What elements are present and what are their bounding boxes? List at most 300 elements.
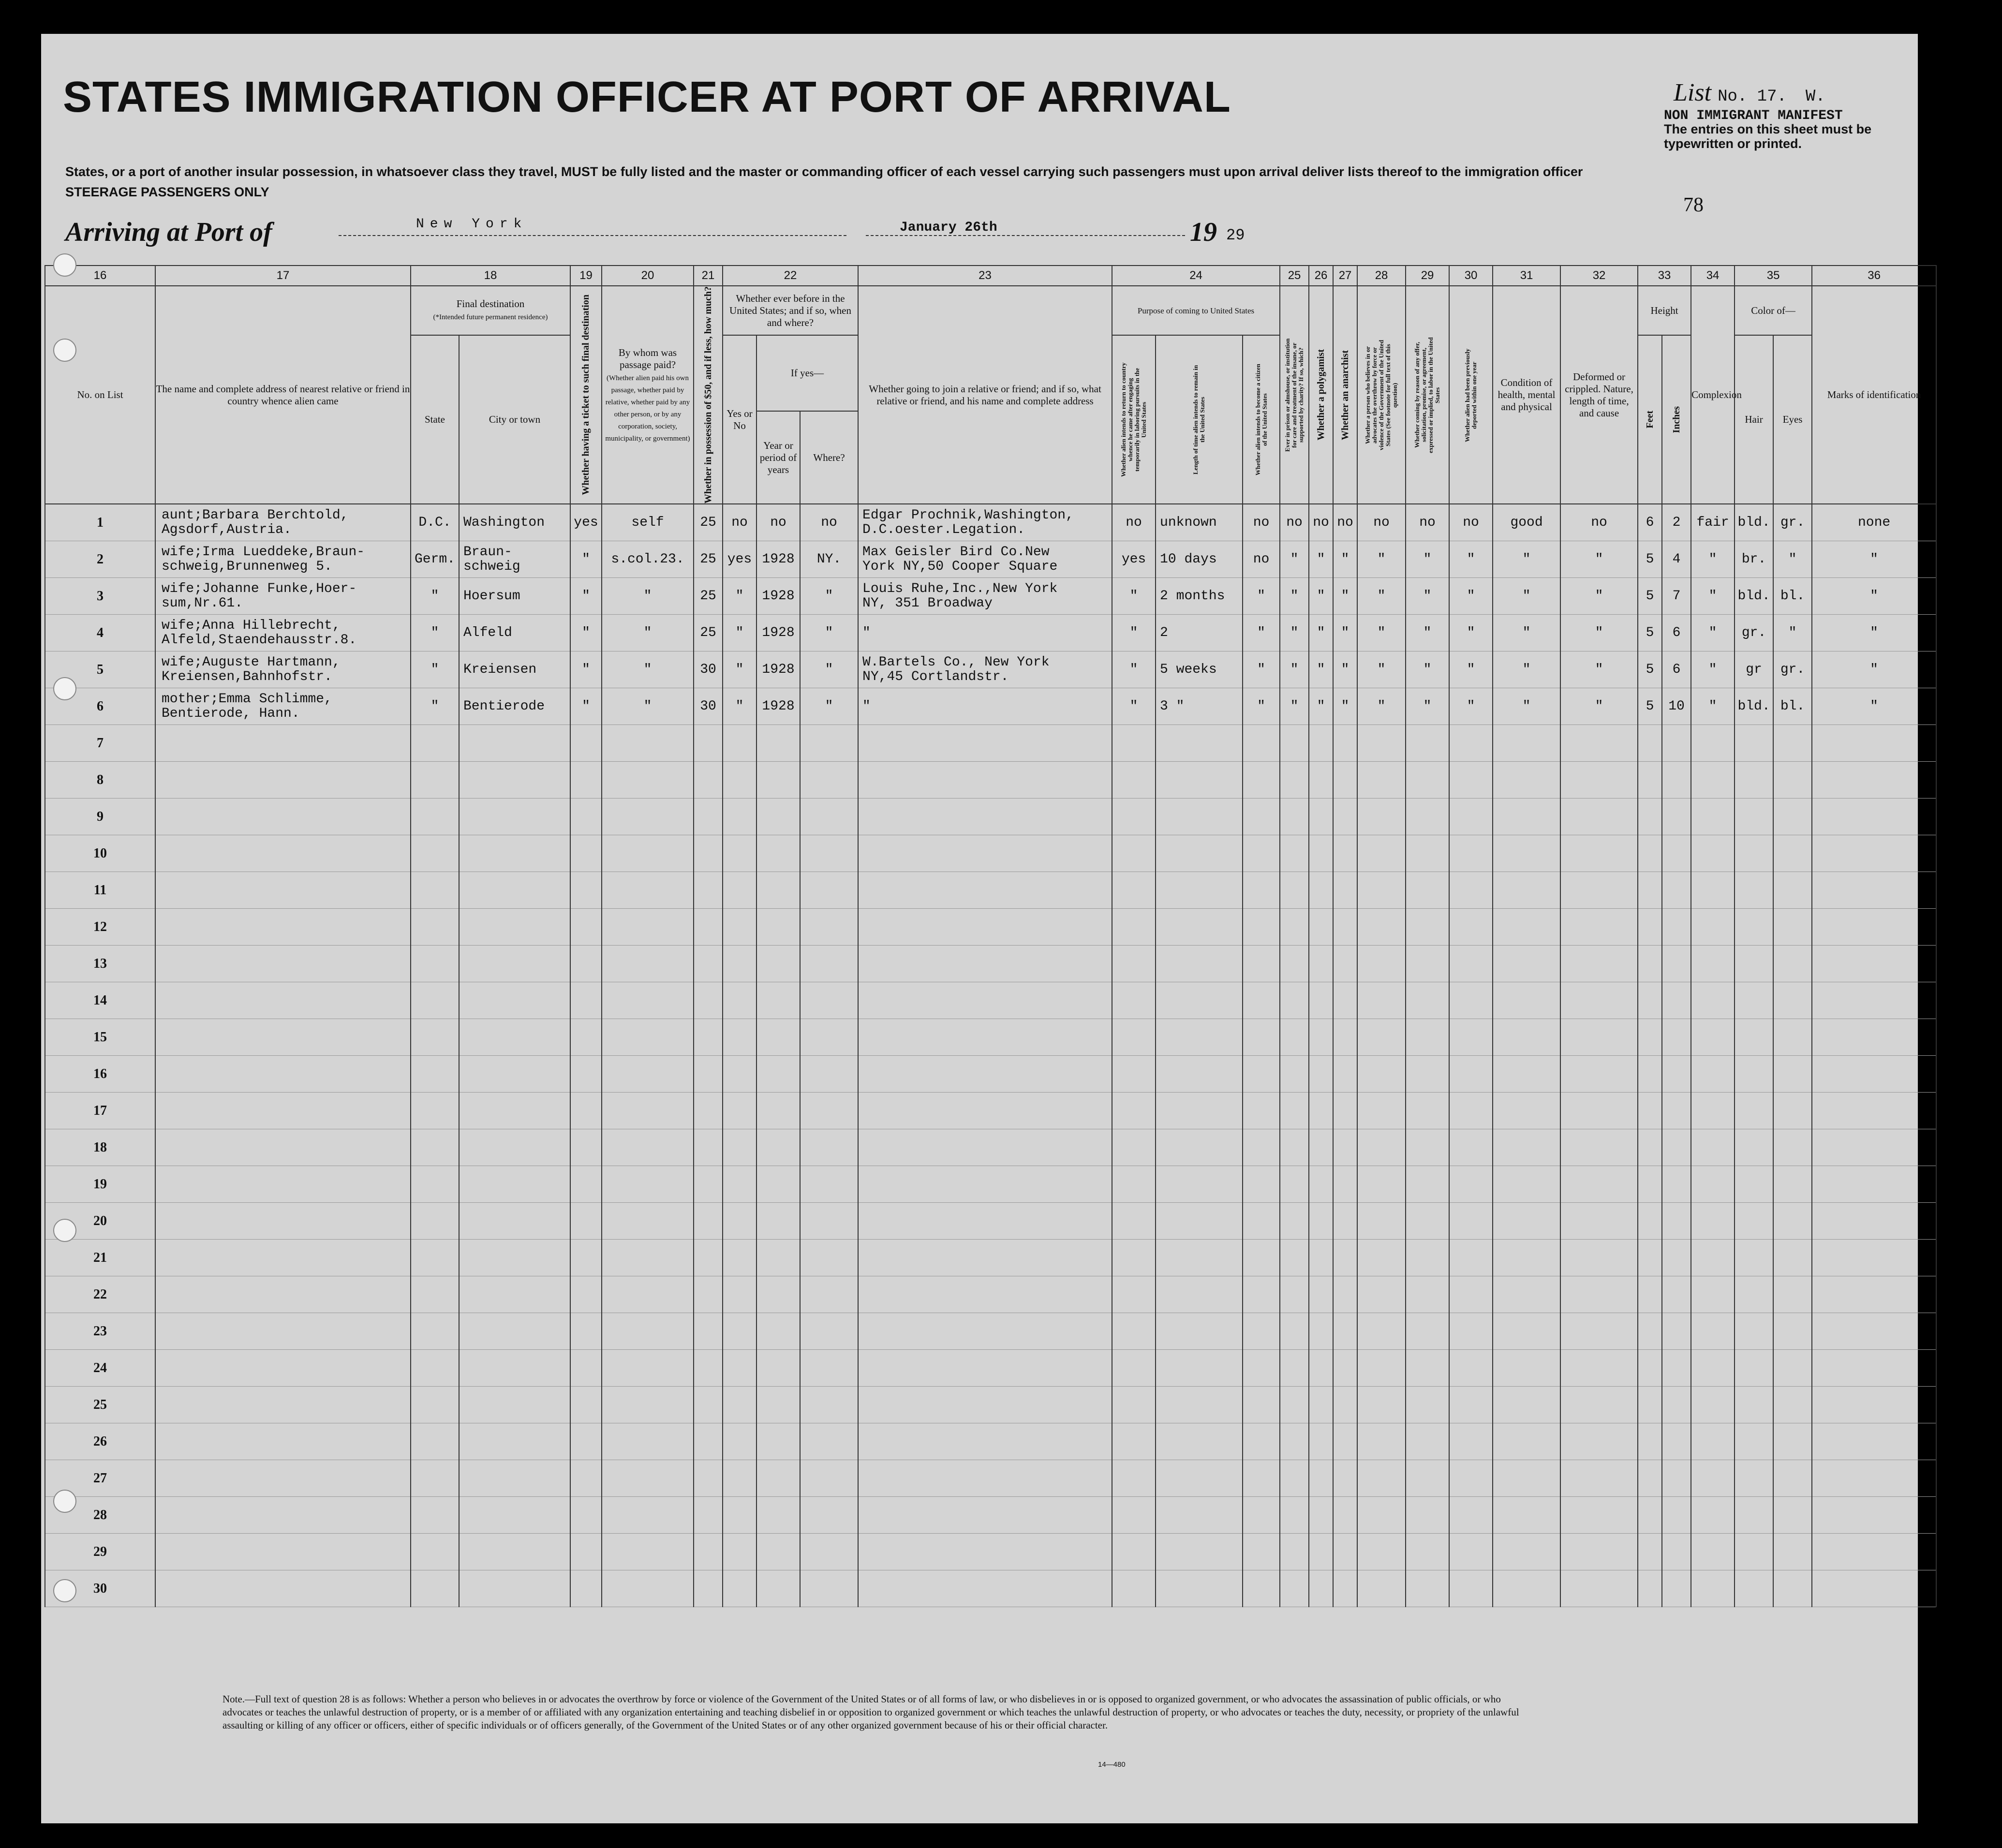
joining-cell [858, 541, 1112, 578]
table-row [45, 1056, 1936, 1093]
purpose-c-cell [1243, 946, 1280, 982]
purpose-c-cell: " [1243, 651, 1280, 688]
purpose-c-cell [1243, 872, 1280, 909]
anarchist-cell [1333, 1019, 1357, 1056]
q30-cell [1449, 725, 1493, 762]
inches-cell [1662, 1166, 1691, 1203]
feet-cell [1638, 1350, 1662, 1387]
marks-cell: " [1812, 651, 1936, 688]
eyes-cell [1773, 835, 1812, 872]
ever-before-cell [723, 798, 756, 835]
anarchist-cell [1333, 1534, 1357, 1570]
purpose-b-cell [1156, 1240, 1243, 1276]
prison-label: Ever in prison or almshouse, or institution for care and treatment of the insane, or supported by charity? If so, which? [1284, 338, 1305, 452]
col-number: 30 [1449, 266, 1493, 286]
col-number: 29 [1406, 266, 1449, 286]
purpose-b-cell [1156, 1019, 1243, 1056]
where-cell: no [800, 504, 858, 541]
complexion-cell [1691, 1166, 1735, 1203]
state-cell: " [411, 615, 459, 651]
money-cell [694, 798, 723, 835]
final-destination-header [411, 286, 570, 335]
eyes-cell [1773, 1423, 1812, 1460]
relative-cell [155, 909, 411, 946]
marks-cell [1812, 872, 1936, 909]
anarchist-cell [1333, 946, 1357, 982]
hair-cell: bld. [1735, 688, 1773, 725]
state-cell [411, 872, 459, 909]
state-cell [411, 909, 459, 946]
q28-cell [1357, 1056, 1406, 1093]
state-cell [411, 1497, 459, 1534]
ever-before-cell [723, 872, 756, 909]
relative-cell-line: Kreiensen,Bahnhofstr. [162, 669, 332, 684]
inches-cell [1662, 1056, 1691, 1093]
ever-before-cell [723, 762, 756, 798]
purpose-b-cell: 2 [1156, 615, 1243, 651]
purpose-a-cell [1112, 762, 1156, 798]
health-cell [1493, 1240, 1560, 1276]
feet-cell [1638, 1056, 1662, 1093]
deformed-cell [1560, 1423, 1638, 1460]
q28-cell [1357, 1019, 1406, 1056]
polygamist-cell [1309, 1460, 1333, 1497]
state-cell [411, 1423, 459, 1460]
relative-cell-line: Alfeld,Staendehausstr.8. [162, 632, 357, 648]
purpose-c-cell [1243, 1129, 1280, 1166]
hair-cell [1735, 1534, 1773, 1570]
q29-cell [1406, 1129, 1449, 1166]
health-cell: " [1493, 651, 1560, 688]
hair-cell [1735, 946, 1773, 982]
inches-cell [1662, 946, 1691, 982]
eyes-cell [1773, 1387, 1812, 1423]
joining-cell-line: Louis Ruhe,Inc.,New York [862, 581, 1058, 596]
table-row [45, 725, 1936, 762]
where-cell [800, 762, 858, 798]
relative-cell [155, 688, 411, 725]
hair-cell: gr [1735, 651, 1773, 688]
health-cell [1493, 1534, 1560, 1570]
year-cell [756, 982, 800, 1019]
eyes-cell [1773, 1056, 1812, 1093]
money-cell: 25 [694, 504, 723, 541]
col-number: 33 [1638, 266, 1691, 286]
deformed-cell [1560, 1534, 1638, 1570]
paid-by-cell [602, 1460, 694, 1497]
ticket-cell [570, 1203, 602, 1240]
polygamist-cell: " [1309, 651, 1333, 688]
purpose-b-cell [1156, 1350, 1243, 1387]
prison-cell [1280, 1093, 1309, 1129]
prison-cell [1280, 946, 1309, 982]
deformed-cell: " [1560, 578, 1638, 615]
purpose-c-cell [1243, 1093, 1280, 1129]
eyes-cell: gr. [1773, 504, 1812, 541]
city-cell [459, 1093, 570, 1129]
col-number: 36 [1812, 266, 1936, 286]
prison-cell: " [1280, 541, 1309, 578]
year-cell [756, 1350, 800, 1387]
eyes-cell [1773, 1240, 1812, 1276]
paid-by-cell [602, 982, 694, 1019]
health-cell [1493, 1387, 1560, 1423]
q28-cell [1357, 725, 1406, 762]
paid-by-cell [602, 1056, 694, 1093]
purpose-c-cell [1243, 1534, 1280, 1570]
polygamist-cell [1309, 1423, 1333, 1460]
eyes-header: Eyes [1773, 335, 1812, 504]
year-cell [756, 798, 800, 835]
purpose-a-cell [1112, 1166, 1156, 1203]
city-cell [459, 651, 570, 688]
purpose-a-cell [1112, 1019, 1156, 1056]
prison-cell [1280, 1534, 1309, 1570]
q30-cell [1449, 1350, 1493, 1387]
q29-cell: no [1406, 504, 1449, 541]
feet-cell [1638, 1093, 1662, 1129]
q28-cell [1357, 762, 1406, 798]
where-cell [800, 798, 858, 835]
state-cell [411, 1019, 459, 1056]
purpose-a-cell [1112, 1497, 1156, 1534]
eyes-cell [1773, 946, 1812, 982]
complexion-cell [1691, 1313, 1735, 1350]
anarchist-cell [1333, 1350, 1357, 1387]
q28-cell [1357, 1570, 1406, 1607]
q28-cell [1357, 835, 1406, 872]
purpose-c-cell: no [1243, 541, 1280, 578]
anarchist-cell [1333, 1056, 1357, 1093]
purpose-c-cell [1243, 1423, 1280, 1460]
marks-cell [1812, 1203, 1936, 1240]
where-cell [800, 1019, 858, 1056]
purpose-c-header [1243, 335, 1280, 504]
deformed-cell [1560, 1350, 1638, 1387]
year-period-header: Year or period of years [756, 411, 800, 504]
relative-cell [155, 872, 411, 909]
table-row [45, 872, 1936, 909]
q30-cell [1449, 798, 1493, 835]
paid-by-cell [602, 1240, 694, 1276]
prison-cell [1280, 1387, 1309, 1423]
anarchist-cell [1333, 872, 1357, 909]
marks-header: Marks of identification [1812, 286, 1936, 504]
deformed-cell [1560, 725, 1638, 762]
deformed-cell [1560, 1570, 1638, 1607]
col-number: 31 [1493, 266, 1560, 286]
purpose-c-cell [1243, 1313, 1280, 1350]
year-suffix: 29 [1226, 226, 1245, 244]
anarchist-cell: " [1333, 688, 1357, 725]
year-cell [756, 1093, 800, 1129]
money-cell [694, 1423, 723, 1460]
joining-cell [858, 725, 1112, 762]
q28-cell [1357, 1203, 1406, 1240]
marks-cell [1812, 946, 1936, 982]
relative-cell [155, 1350, 411, 1387]
joining-cell-line: D.C.oester.Legation. [862, 522, 1025, 537]
purpose-a-cell [1112, 1460, 1156, 1497]
purpose-b-cell [1156, 1056, 1243, 1093]
purpose-c-cell [1243, 1350, 1280, 1387]
col-number: 19 [570, 266, 602, 286]
inches-cell [1662, 1313, 1691, 1350]
purpose-a-cell [1112, 1240, 1156, 1276]
row-number: 14 [45, 982, 155, 1019]
where-cell [800, 1387, 858, 1423]
city-cell-line: schweig [463, 559, 520, 574]
ticket-cell [570, 946, 602, 982]
q28-cell [1357, 982, 1406, 1019]
where-cell [800, 1056, 858, 1093]
where-cell [800, 1240, 858, 1276]
deformed-cell [1560, 835, 1638, 872]
year-cell: 1928 [756, 615, 800, 651]
inches-cell [1662, 798, 1691, 835]
inches-cell [1662, 1350, 1691, 1387]
inches-cell: 10 [1662, 688, 1691, 725]
anarchist-cell [1333, 1497, 1357, 1534]
relative-cell [155, 1019, 411, 1056]
joining-cell [858, 835, 1112, 872]
marks-cell: " [1812, 615, 1936, 651]
purpose-b-cell [1156, 1093, 1243, 1129]
q28-cell [1357, 1460, 1406, 1497]
ticket-cell [570, 1313, 602, 1350]
feet-cell [1638, 1129, 1662, 1166]
purpose-a-cell [1112, 1093, 1156, 1129]
marks-cell [1812, 1534, 1936, 1570]
state-cell [411, 1129, 459, 1166]
ticket-cell [570, 1019, 602, 1056]
hair-cell [1735, 1350, 1773, 1387]
where-header: Where? [800, 411, 858, 504]
purpose-a-cell [1112, 1313, 1156, 1350]
paid-by-cell [602, 1019, 694, 1056]
inches-cell: 7 [1662, 578, 1691, 615]
q29-cell: " [1406, 578, 1449, 615]
where-cell [800, 946, 858, 982]
inches-cell: 4 [1662, 541, 1691, 578]
steerage-label: STEERAGE PASSENGERS ONLY [65, 185, 269, 199]
joining-cell-line: NY,45 Cortlandstr. [862, 669, 1009, 684]
paid-by-cell: " [602, 615, 694, 651]
q30-cell [1449, 1534, 1493, 1570]
purpose-a-cell [1112, 1387, 1156, 1423]
q30-cell: no [1449, 504, 1493, 541]
year-cell [756, 909, 800, 946]
year-cell [756, 1570, 800, 1607]
col-number: 18 [411, 266, 570, 286]
possession-50-label: Whether in possession of $50, and if less, how much? [702, 286, 713, 504]
marks-cell [1812, 1460, 1936, 1497]
joining-cell-line: Edgar Prochnik,Washington, [862, 507, 1074, 523]
q29-cell [1406, 1056, 1449, 1093]
feet-cell [1638, 1313, 1662, 1350]
q29-cell [1406, 798, 1449, 835]
complexion-cell [1691, 835, 1735, 872]
purpose-a-header [1112, 335, 1156, 504]
polygamist-cell [1309, 798, 1333, 835]
table-row [45, 1019, 1936, 1056]
city-cell [459, 946, 570, 982]
joining-cell [858, 1240, 1112, 1276]
where-cell [800, 1166, 858, 1203]
marks-cell [1812, 835, 1936, 872]
ticket-cell [570, 982, 602, 1019]
feet-cell [1638, 1203, 1662, 1240]
ever-before-cell [723, 1093, 756, 1129]
hair-cell [1735, 1129, 1773, 1166]
city-cell-line: Braun- [463, 544, 512, 560]
relative-cell [155, 651, 411, 688]
money-cell: 25 [694, 578, 723, 615]
feet-cell [1638, 909, 1662, 946]
state-cell [411, 1534, 459, 1570]
purpose-c-cell [1243, 1570, 1280, 1607]
q30-cell [1449, 1313, 1493, 1350]
ever-before-cell [723, 1203, 756, 1240]
hair-cell [1735, 1387, 1773, 1423]
ever-before-cell [723, 1313, 756, 1350]
eyes-cell [1773, 762, 1812, 798]
paid-by-cell [602, 1570, 694, 1607]
eyes-cell [1773, 1460, 1812, 1497]
relative-cell [155, 1497, 411, 1534]
purpose-b-cell: 2 months [1156, 578, 1243, 615]
relative-cell [155, 1093, 411, 1129]
hair-cell [1735, 1497, 1773, 1534]
col-number: 21 [694, 266, 723, 286]
col-number: 34 [1691, 266, 1735, 286]
state-cell [411, 1056, 459, 1093]
where-cell [800, 725, 858, 762]
city-cell [459, 1166, 570, 1203]
manifest-table [44, 265, 1937, 1607]
where-cell: " [800, 615, 858, 651]
city-cell [459, 835, 570, 872]
deformed-cell [1560, 1129, 1638, 1166]
relative-cell-line: Agsdorf,Austria. [162, 522, 292, 537]
hair-cell [1735, 1166, 1773, 1203]
relative-cell [155, 1203, 411, 1240]
where-cell [800, 1350, 858, 1387]
row-number: 8 [45, 762, 155, 798]
eyes-cell [1773, 1534, 1812, 1570]
purpose-b-cell [1156, 1203, 1243, 1240]
deformed-cell: " [1560, 651, 1638, 688]
prison-cell: " [1280, 651, 1309, 688]
paid-by-cell [602, 946, 694, 982]
eyes-cell [1773, 1129, 1812, 1166]
state-cell [411, 1240, 459, 1276]
year-cell [756, 1276, 800, 1313]
city-cell [459, 1203, 570, 1240]
money-cell: 30 [694, 651, 723, 688]
city-cell [459, 1313, 570, 1350]
table-row [45, 541, 1936, 578]
table-row [45, 1460, 1936, 1497]
health-cell: " [1493, 688, 1560, 725]
complexion-cell [1691, 1093, 1735, 1129]
prison-cell [1280, 1497, 1309, 1534]
money-cell [694, 872, 723, 909]
paid-by-cell [602, 1313, 694, 1350]
ever-before-cell [723, 909, 756, 946]
joining-cell [858, 1129, 1112, 1166]
money-cell [694, 835, 723, 872]
relative-cell-line: wife;Anna Hillebrecht, [162, 618, 341, 633]
q30-cell [1449, 1460, 1493, 1497]
deformed-cell [1560, 1240, 1638, 1276]
feet-cell: 5 [1638, 578, 1662, 615]
feet-cell [1638, 1240, 1662, 1276]
eyes-cell [1773, 1570, 1812, 1607]
anarchist-cell: no [1333, 504, 1357, 541]
table-row [45, 1313, 1936, 1350]
ticket-cell [570, 1423, 602, 1460]
joining-cell [858, 1166, 1112, 1203]
purpose-b-cell [1156, 1276, 1243, 1313]
money-cell: 30 [694, 688, 723, 725]
relative-cell [155, 1166, 411, 1203]
complexion-header: Complexion [1691, 286, 1735, 504]
where-cell [800, 1129, 858, 1166]
q29-cell [1406, 1093, 1449, 1129]
ever-before-cell [723, 1276, 756, 1313]
relative-cell [155, 504, 411, 541]
q29-cell [1406, 835, 1449, 872]
q30-cell [1449, 872, 1493, 909]
q29-cell [1406, 1387, 1449, 1423]
paid-by-cell [602, 725, 694, 762]
col-number: 23 [858, 266, 1112, 286]
polygamist-cell: " [1309, 688, 1333, 725]
table-row [45, 1129, 1936, 1166]
prison-cell [1280, 1423, 1309, 1460]
paid-by-cell [602, 1166, 694, 1203]
relative-cell [155, 541, 411, 578]
where-cell: NY. [800, 541, 858, 578]
inches-cell: 2 [1662, 504, 1691, 541]
table-row [45, 1387, 1936, 1423]
relative-cell [155, 1423, 411, 1460]
paid-by-cell: " [602, 578, 694, 615]
inches-cell [1662, 1497, 1691, 1534]
money-cell [694, 1166, 723, 1203]
feet-cell: 5 [1638, 651, 1662, 688]
purpose-a-cell: " [1112, 578, 1156, 615]
ticket-cell [570, 1093, 602, 1129]
inches-cell [1662, 1387, 1691, 1423]
where-cell: " [800, 651, 858, 688]
table-row [45, 798, 1936, 835]
ticket-cell: " [570, 651, 602, 688]
marks-cell [1812, 1093, 1936, 1129]
ever-before-cell: " [723, 651, 756, 688]
complexion-cell: " [1691, 541, 1735, 578]
city-cell [459, 1387, 570, 1423]
eyes-cell [1773, 1497, 1812, 1534]
feet-cell [1638, 1019, 1662, 1056]
ever-before-cell [723, 1019, 756, 1056]
money-cell [694, 946, 723, 982]
q28-cell [1357, 1093, 1406, 1129]
paid-by-cell [602, 1203, 694, 1240]
table-row [45, 504, 1936, 541]
purpose-c-cell [1243, 909, 1280, 946]
